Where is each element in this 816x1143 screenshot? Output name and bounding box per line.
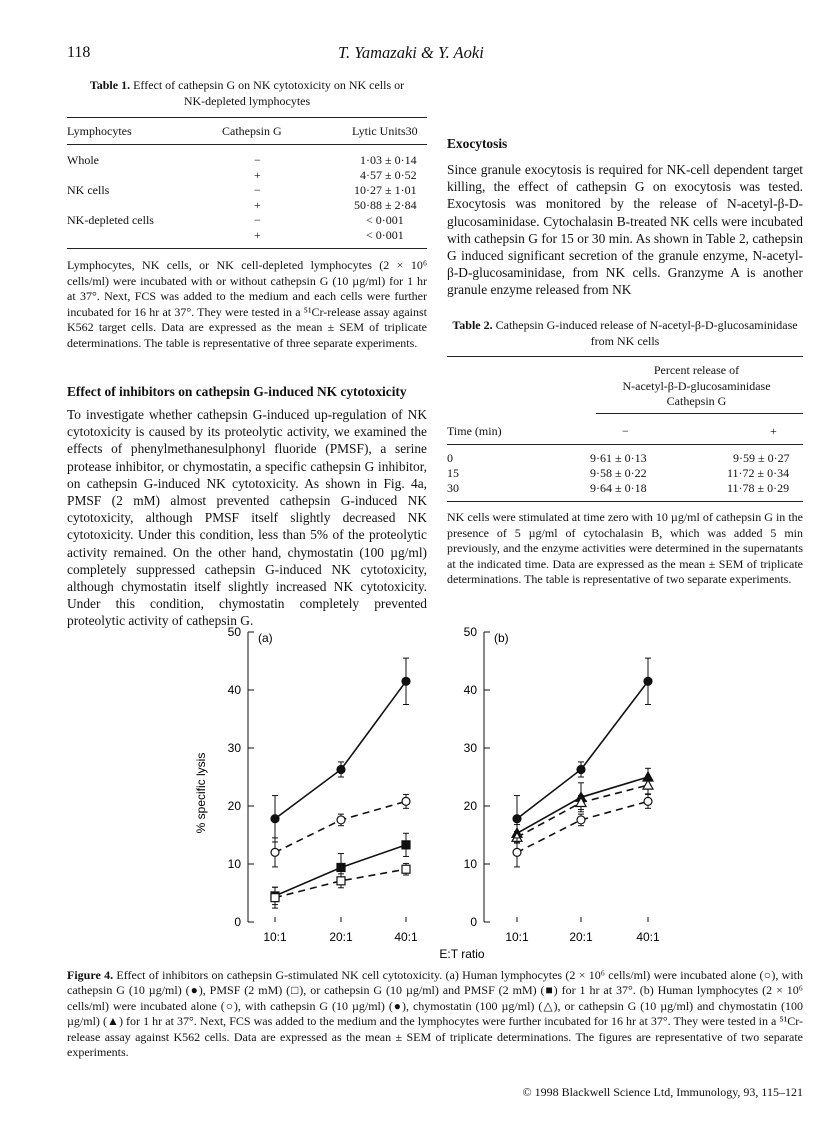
y-tick-label: 10 bbox=[227, 857, 241, 871]
table1-footnote: Lymphocytes, NK cells, or NK cell-depleted lymphocytes (2 × 10⁶ cells/ml) were incubated with or without cathepsin G (10 µg/ml) for 1 hr at 37°. Next, FCS was added to the medium and each cells were further incubated for 16 hr at 37°. They were tested in a ⁵¹Cr-release assay against K562 target cells. Data are expressed as the mean ± SEM of triplicate determinations. The table is representative of three separate experiments. bbox=[67, 258, 427, 350]
table1-caption bbox=[67, 78, 427, 109]
table2-caption-line2: from NK cells bbox=[590, 333, 660, 348]
series-line bbox=[275, 801, 406, 852]
x-tick-label: 20:1 bbox=[569, 930, 593, 944]
table2-header-time: Time (min) bbox=[447, 424, 502, 438]
data-point bbox=[337, 765, 345, 773]
table2-header-plus: + bbox=[770, 424, 777, 438]
table1-row-group: NK cells bbox=[67, 183, 110, 197]
table1-header-rule bbox=[67, 144, 427, 145]
table1-caption-line2: NK-depleted lymphocytes bbox=[183, 93, 311, 108]
y-tick-label: 50 bbox=[463, 625, 477, 639]
panel-label: (a) bbox=[258, 631, 273, 645]
figure4-caption bbox=[67, 968, 803, 1060]
table1-row-value: 50·88 ± 2·84 bbox=[354, 198, 417, 212]
table2-row-minus: 9·61 ± 0·13 bbox=[590, 451, 647, 465]
table1-row-sign: + bbox=[254, 168, 261, 182]
y-tick-label: 0 bbox=[470, 915, 477, 929]
y-tick-label: 40 bbox=[463, 683, 477, 697]
data-point bbox=[271, 848, 279, 856]
section-exocytosis-paragraph: Since granule exocytosis is required for NK-cell dependent target killing, the effect of cathepsin G on exocytosis was tested. Exocytosis was monitored by the release of N-acetyl-β-D-glucosaminidase. Cytochalasin B-treated NK cells were incubated with cathepsin G for 15 or 30 min. As shown in Table 2, cathepsin G induced significant secretion of the granule enzyme, N-acetyl-β-D-glucosaminidase, from NK cells. Granzyme A is another granule enzyme released from NK bbox=[447, 162, 803, 298]
x-axis-title: E:T ratio bbox=[439, 947, 485, 961]
figure4-caption-text: Effect of inhibitors on cathepsin G-stimulated NK cell cytotoxicity. (a) Human lymphocytes (2 × 10⁶ cells/ml) were incubated alone (○), with cathepsin G (10 µg/ml) (●), PMSF (2 mM) (□), or cathepsin G (10 µg/ml) and PMSF (2 mM) (■) for 1 hr at 37°. (b) Human lymphocytes (2 × 10⁶ cells/ml) were incubated alone (○), with cathepsin G (10 µg/ml) (●), chymostatin (100 µg/ml) (△), or cathepsin G (10 µg/ml) and chymostatin (100 µg/ml) (▲) for 1 hr at 37°. Next, FCS was added to the medium and the lymphocytes were further incubated for 16 hr at 37°. They were tested in a ⁵¹Cr-release assay against K562 cells. Data are expressed as the mean ± SEM of triplicate determinations. The figures are representative of two separate experiments. bbox=[67, 968, 804, 1060]
table2-header-rule bbox=[447, 444, 803, 445]
data-point bbox=[402, 797, 410, 805]
table2-subheader-rule bbox=[596, 413, 803, 414]
table2-label: Table 2. bbox=[452, 318, 493, 332]
data-point bbox=[644, 797, 652, 805]
data-point bbox=[402, 841, 410, 849]
table1-row-sign: + bbox=[254, 228, 261, 242]
y-tick-label: 40 bbox=[227, 683, 241, 697]
table2-header-minus: − bbox=[622, 424, 629, 438]
table1-header-lymphocytes: Lymphocytes bbox=[67, 124, 132, 138]
y-axis-title: % specific lysis bbox=[194, 752, 208, 834]
table2-row-time: 0 bbox=[447, 451, 453, 465]
data-point bbox=[644, 677, 652, 685]
table2-group-header bbox=[590, 363, 803, 410]
y-tick-label: 30 bbox=[463, 741, 477, 755]
table2-row-plus: 9·59 ± 0·27 bbox=[733, 451, 790, 465]
footer-copyright: © 1998 Blackwell Science Ltd, Immunology, 93, 115–121 bbox=[522, 1085, 803, 1099]
table1-row-value: 4·57 ± 0·52 bbox=[360, 168, 417, 182]
running-head-authors: T. Yamazaki & Y. Aoki bbox=[338, 43, 484, 62]
panel-label: (b) bbox=[494, 631, 509, 645]
table2-row-minus: 9·64 ± 0·18 bbox=[590, 481, 647, 495]
table2-row-time: 30 bbox=[447, 481, 459, 495]
table1-header-cathepsin: Cathepsin G bbox=[222, 124, 282, 138]
x-tick-label: 20:1 bbox=[329, 930, 353, 944]
table2-caption bbox=[447, 318, 803, 349]
table2-top-rule bbox=[447, 356, 803, 357]
table2-group-header-line2: N-acetyl-β-D-glucosaminidase bbox=[622, 378, 771, 393]
data-point bbox=[271, 894, 279, 902]
section-inhibitors-paragraph: To investigate whether cathepsin G-induced up-regulation of NK cytotoxicity is caused by its proteolytic activity, we examined the effects of phenylmethanesulphonyl fluoride (PMSF), a serine protease inhibitor, or chymostatin, a specific cathepsin G inhibitor, on cathepsin G-induced NK cytotoxicity. As shown in Fig. 4a, PMSF (2 mM) almost prevented cathepsin G-induced NK cytotoxicity, although PMSF itself slightly decreased NK cytotoxicity. Under this condition, less than 5% of the proteolytic activity remained. On the other hand, chymostatin (100 µg/ml) completely suppressed cathepsin G-induced NK cytotoxicity, although chymostatin itself slightly increased NK cytotoxicity. Under this condition, chymostatin completely prevented proteolytic activity of cathepsin G. bbox=[67, 407, 427, 629]
table1-header-lytic-units: Lytic Units30 bbox=[352, 124, 418, 138]
table1-row-value: 1·03 ± 0·14 bbox=[360, 153, 417, 167]
chart-panel-a bbox=[228, 625, 418, 944]
data-point bbox=[402, 677, 410, 685]
x-tick-label: 10:1 bbox=[505, 930, 529, 944]
table1-bottom-rule bbox=[67, 248, 427, 249]
figure4-charts bbox=[0, 615, 816, 965]
table2-group-header-line3: Cathepsin G bbox=[666, 394, 727, 408]
table2-row-plus: 11·72 ± 0·34 bbox=[727, 466, 790, 480]
y-tick-label: 50 bbox=[227, 625, 241, 639]
table1-row-group: Whole bbox=[67, 153, 99, 167]
y-tick-label: 10 bbox=[463, 857, 477, 871]
table2-row-minus: 9·58 ± 0·22 bbox=[590, 466, 647, 480]
data-point bbox=[402, 865, 410, 873]
page-number: 118 bbox=[67, 44, 91, 61]
y-tick-label: 0 bbox=[234, 915, 241, 929]
table1-row-sign: − bbox=[254, 153, 261, 167]
x-tick-label: 40:1 bbox=[636, 930, 660, 944]
table2-footnote: NK cells were stimulated at time zero with 10 µg/ml of cathepsin G in the presence of 5 µg/ml of cytochalasin B, which was added 5 min previously, and the enzyme activities were determined in the supernatants at the indicated time. Data are expressed as the mean ± SEM of triplicate determinations. The table is representative of two separate experiments. bbox=[447, 510, 803, 586]
table2-group-header-line1: Percent release of bbox=[653, 363, 740, 377]
data-point bbox=[337, 877, 345, 885]
table1-row-group: NK-depleted cells bbox=[67, 213, 154, 227]
y-tick-label: 20 bbox=[463, 799, 477, 813]
table1-top-rule bbox=[67, 117, 427, 118]
table1-row-value: < 0·001 bbox=[366, 228, 404, 242]
table2-caption-line1: Cathepsin G-induced release of N-acetyl-β-D-glucosaminidase bbox=[495, 318, 798, 332]
section-heading-inhibitors: Effect of inhibitors on cathepsin G-induced NK cytotoxicity bbox=[67, 384, 407, 399]
x-tick-label: 40:1 bbox=[394, 930, 418, 944]
series-line bbox=[517, 785, 648, 837]
table1-label: Table 1. bbox=[89, 78, 131, 92]
y-tick-label: 20 bbox=[227, 799, 241, 813]
table1-caption-line1: Effect of cathepsin G on NK cytotoxicity on NK cells or bbox=[133, 78, 405, 92]
series-line bbox=[275, 681, 406, 818]
data-point bbox=[337, 863, 345, 871]
table2-row-time: 15 bbox=[447, 466, 459, 480]
section-heading-exocytosis: Exocytosis bbox=[447, 136, 508, 151]
table2-row-plus: 11·78 ± 0·29 bbox=[727, 481, 790, 495]
figure4-label: Figure 4. bbox=[67, 968, 114, 982]
data-point bbox=[337, 816, 345, 824]
table1-row-value: 10·27 ± 1·01 bbox=[354, 183, 417, 197]
data-point bbox=[513, 815, 521, 823]
data-point bbox=[577, 816, 585, 824]
y-tick-label: 30 bbox=[227, 741, 241, 755]
table2-bottom-rule bbox=[447, 501, 803, 502]
x-tick-label: 10:1 bbox=[263, 930, 287, 944]
data-point bbox=[513, 848, 521, 856]
table1-row-sign: − bbox=[254, 183, 261, 197]
chart-panel-b bbox=[464, 625, 660, 944]
table1-row-sign: − bbox=[254, 213, 261, 227]
data-point bbox=[271, 815, 279, 823]
data-point bbox=[577, 765, 585, 773]
table1-row-value: < 0·001 bbox=[366, 213, 404, 227]
table1-row-sign: + bbox=[254, 198, 261, 212]
